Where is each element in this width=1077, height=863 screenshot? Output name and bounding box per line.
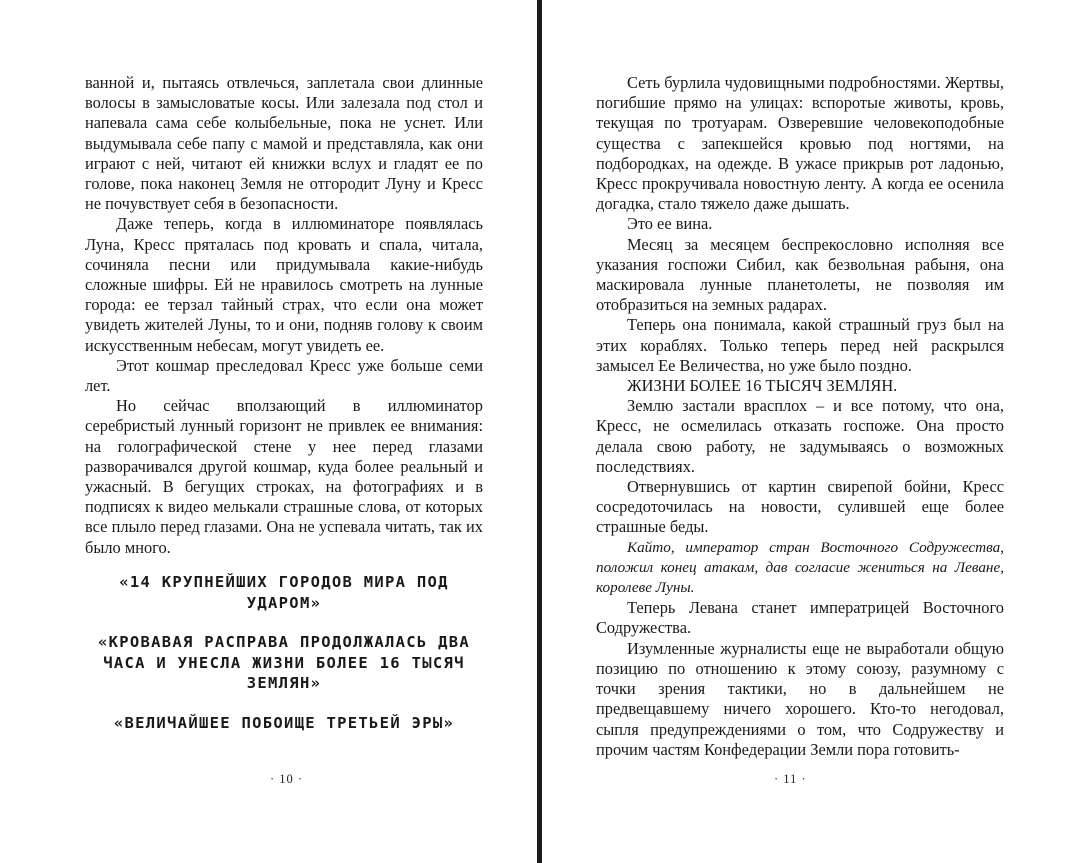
- headline: «ВЕЛИЧАЙШЕЕ ПОБОИЩЕ ТРЕТЬЕЙ ЭРЫ»: [113, 713, 455, 732]
- right-page: [542, 0, 1077, 863]
- paragraph: Месяц за месяцем беспрекословно исполняя все указания госпожи Сибил, как безвольная рабыня, она маскировала лунные планетолеты, не позволяя им отобразиться на земных радарах.: [596, 234, 1004, 315]
- paragraph: Изумленные журналисты еще не выработали общую позицию по отношению к этому союзу, разумному с точки зрения тактики, но в дальнейшем не предвещавшему ничего хорошего. Кто-то негодовал, сыпля предупреждениями о том, что Содружеству и прочим частям Конфедерации Земли пора готовить-: [596, 638, 1004, 759]
- paragraph: Землю застали врасплох – и все потому, что она, Кресс, не осмелилась отказать госпоже. Она просто делала свою работу, не задумываясь о возможных последствиях.: [596, 396, 1004, 476]
- paragraph: Этот кошмар преследовал Кресс уже больше семи лет.: [85, 355, 483, 396]
- paragraph: ЖИЗНИ БОЛЕЕ 16 ТЫСЯЧ ЗЕМЛЯН.: [627, 376, 898, 396]
- paragraph: Теперь Левана станет императрицей Восточного Содружества.: [596, 598, 1004, 638]
- italic-news-excerpt: Кайто, император стран Восточного Содружества, положил конец атакам, дав согласие жениться на Леване, королеве Луны.: [596, 538, 1004, 597]
- paragraph: Сеть бурлила чудовищными подробностями. Жертвы, погибшие прямо на улицах: вспоротые животы, кровь, текущая по тротуарам. Озверевшие человекоподобные существа с запекшейся кровью под ногтями, на подбородках, на одежде. В ужасе прикрыв рот ладонью, Кресс прокручивала новостную ленту. А когда ее осенила догадка, стало тяжело даже дышать.: [596, 73, 1004, 214]
- paragraph: Но сейчас вползающий в иллюминатор серебристый лунный горизонт не привлек ее внимания: на голографической стене у нее перед глазами разворачивался другой кошмар, куда более реальный и ужасный. В бегущих строках, на фотографиях и в подписях к видео мелькали страшные слова, от которых все плыло перед глазами. Она не успевала читать, так их было много.: [85, 396, 483, 557]
- left-page-body: [85, 73, 483, 558]
- paragraph: Отвернувшись от картин свирепой бойни, Кресс сосредоточилась на новости, сулившей еще более страшные беды.: [596, 477, 1004, 537]
- left-page: [0, 0, 538, 863]
- paragraph: Даже теперь, когда в иллюминаторе появлялась Луна, Кресс пряталась под кровать и спала, читала, сочиняла песни или придумывала какие-нибудь сложные шифры. Ей не нравилось смотреть на лунные города: ее терзал тайный страх, что если она может увидеть жителей Луны, то и они, подняв голову к своим искусственным небесам, могут увидеть ее.: [85, 214, 483, 355]
- paragraph: ванной и, пытаясь отвлечься, заплетала свои длинные волосы в замысловатые косы. Или залезала под стол и напевала сама себе колыбельные, пока не уснет. Или выдумывала себе папу с мамой и представляла, как они играют с ней, читают ей книжки вслух и гладят ее по голове, пока наконец Земля не отгородит Луну и Кресс не почувствует себя в безопасности.: [85, 73, 483, 214]
- news-headlines: [85, 572, 483, 752]
- paragraph: Теперь она понимала, какой страшный груз был на этих кораблях. Только теперь перед ней раскрылся замысел Ее Величества, но уже было поздно.: [596, 315, 1004, 375]
- page-number: · 10 ·: [270, 772, 304, 786]
- paragraph: Это ее вина.: [627, 214, 713, 234]
- right-page-body: [596, 73, 1004, 760]
- page-number: · 11 ·: [774, 772, 807, 786]
- headline: «14 КРУПНЕЙШИХ ГОРОДОВ МИРА ПОД УДАРОМ»: [119, 573, 449, 612]
- headline: «КРОВАВАЯ РАСПРАВА ПРОДОЛЖАЛАСЬ ДВА ЧАСА И УНЕСЛА ЖИЗНИ БОЛЕЕ 16 ТЫСЯЧ ЗЕМЛЯН»: [97, 633, 471, 692]
